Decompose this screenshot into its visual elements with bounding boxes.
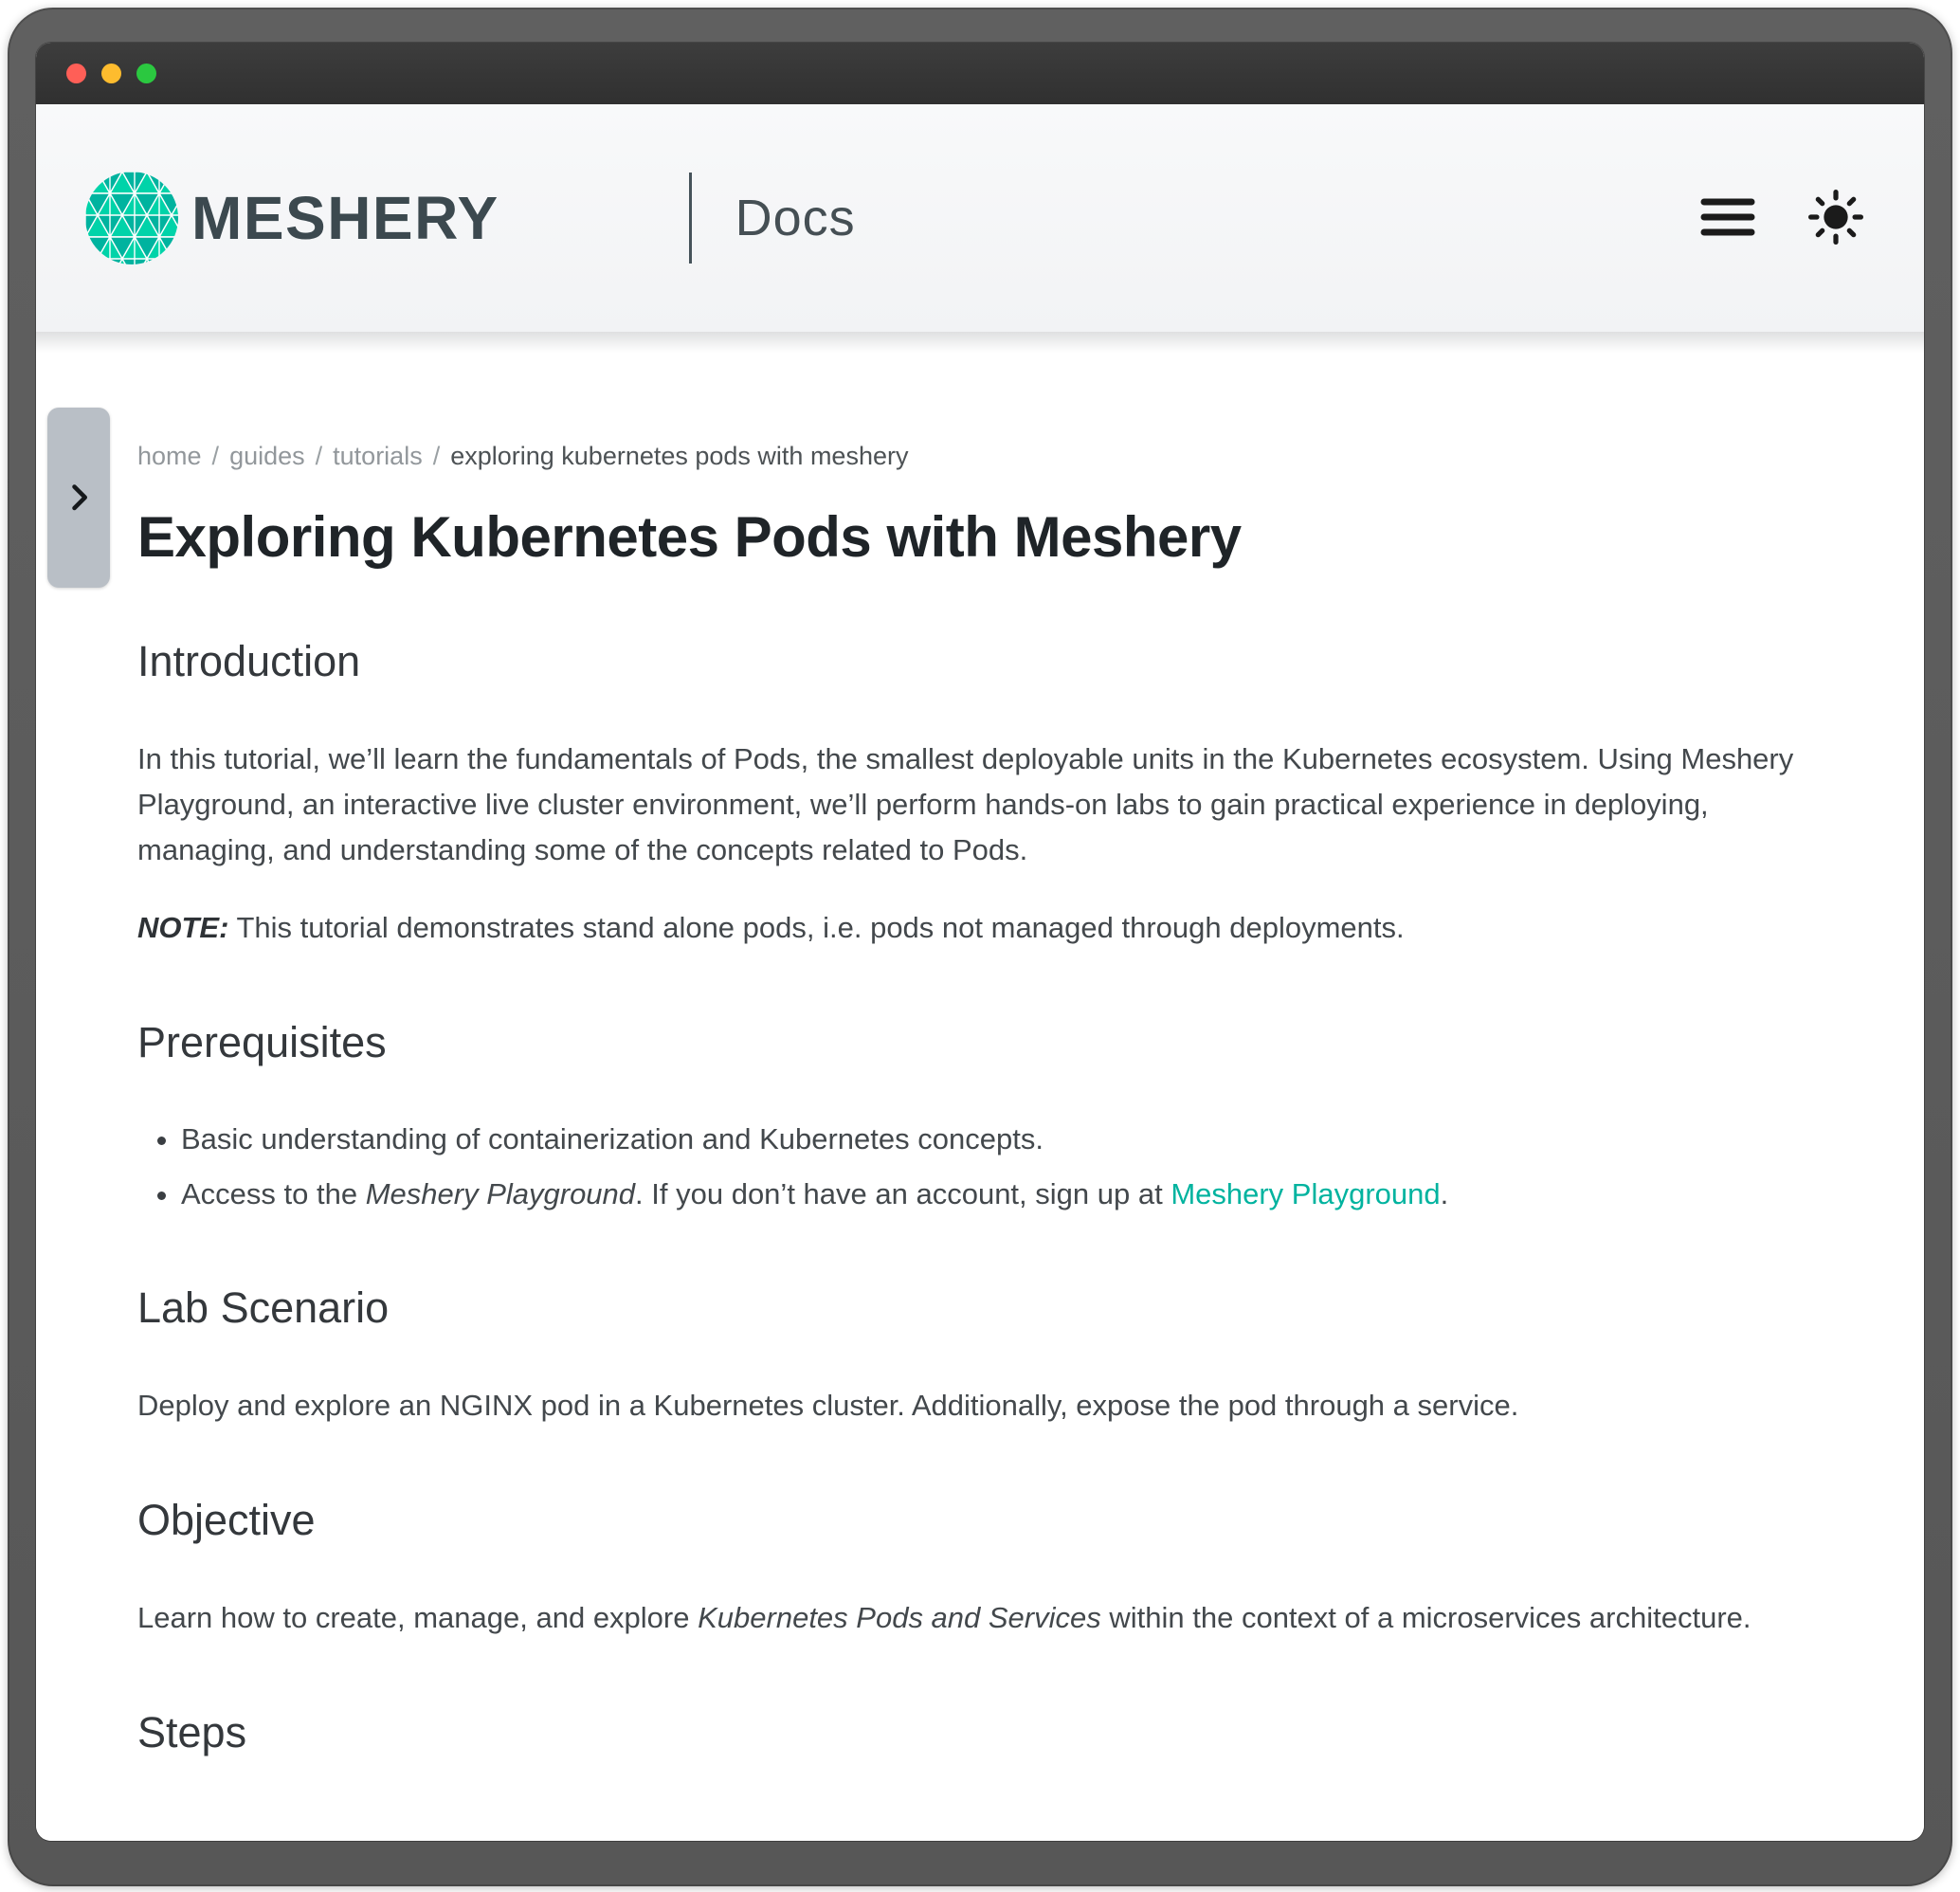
section-heading-lab-scenario: Lab Scenario — [137, 1283, 390, 1332]
traffic-lights — [36, 64, 156, 83]
breadcrumb-guides[interactable]: guides — [229, 442, 305, 470]
breadcrumb-separator: / — [211, 442, 220, 470]
page-content — [36, 104, 1924, 1841]
breadcrumb-separator: / — [432, 442, 441, 470]
sun-icon — [1805, 186, 1867, 251]
meshery-logo-icon — [85, 172, 178, 264]
list-item: • Basic understanding of containerization and Kubernetes concepts. — [181, 1118, 1834, 1161]
item-text: . If you don’t have an account, sign up at — [635, 1177, 1171, 1210]
item-text: . — [1440, 1177, 1449, 1210]
maximize-button[interactable] — [136, 64, 156, 83]
window-frame — [8, 8, 1952, 1886]
browser-window — [36, 43, 1924, 1841]
objective-emphasis: Kubernetes Pods and Services — [698, 1601, 1101, 1634]
sidebar-toggle-button[interactable] — [47, 408, 110, 588]
lab-scenario-paragraph: Deploy and explore an NGINX pod in a Kubernetes cluster. Additionally, expose the pod through a service. — [137, 1389, 1519, 1422]
breadcrumb-home[interactable]: home — [137, 442, 202, 470]
section-heading-steps: Steps — [137, 1708, 247, 1756]
objective-text: within the context of a microservices architecture. — [1100, 1601, 1751, 1634]
menu-button[interactable] — [1700, 196, 1755, 241]
prerequisites-list — [137, 1118, 1834, 1216]
objective-text: Learn how to create, manage, and explore — [137, 1601, 699, 1634]
window-titlebar[interactable] — [36, 43, 1924, 104]
chevron-right-icon — [62, 480, 96, 517]
docs-label: Docs — [735, 190, 856, 246]
brand-wordmark: MESHERY — [191, 184, 499, 252]
section-heading-introduction: Introduction — [137, 637, 361, 685]
page-title: Exploring Kubernetes Pods with Meshery — [137, 505, 1242, 569]
article — [36, 332, 1834, 1760]
note-paragraph — [137, 905, 1834, 951]
minimize-button[interactable] — [101, 64, 121, 83]
introduction-paragraph: In this tutorial, we’ll learn the fundamentals of Pods, the smallest deployable units in the Kubernetes ecosystem. Using Meshery Playground, an interactive live cluster environment, we’ll perform hands-on labs to gain practical experience in deploying, managing, and understanding some of the concepts related to Pods. — [137, 742, 1794, 866]
site-header — [36, 104, 1924, 332]
breadcrumb-tutorials[interactable]: tutorials — [333, 442, 423, 470]
item-text: Access to the — [181, 1177, 366, 1210]
item-emphasis: Meshery Playground — [365, 1177, 636, 1210]
list-item — [181, 1173, 1834, 1216]
meshery-playground-link[interactable]: Meshery Playground — [1171, 1177, 1441, 1210]
objective-paragraph — [137, 1595, 1834, 1641]
section-heading-objective: Objective — [137, 1496, 316, 1544]
meshery-home-link[interactable] — [85, 172, 499, 264]
hamburger-icon — [1700, 196, 1755, 241]
note-label: NOTE: — [137, 911, 229, 944]
section-heading-prerequisites: Prerequisites — [137, 1018, 387, 1066]
breadcrumb-separator: / — [315, 442, 323, 470]
close-button[interactable] — [66, 64, 86, 83]
note-text: This tutorial demonstrates stand alone pods, i.e. pods not managed through deployments. — [228, 911, 1405, 944]
breadcrumb — [137, 440, 1834, 472]
breadcrumb-current: exploring kubernetes pods with meshery — [450, 442, 909, 470]
theme-toggle-button[interactable] — [1805, 186, 1867, 251]
header-divider — [689, 173, 692, 264]
